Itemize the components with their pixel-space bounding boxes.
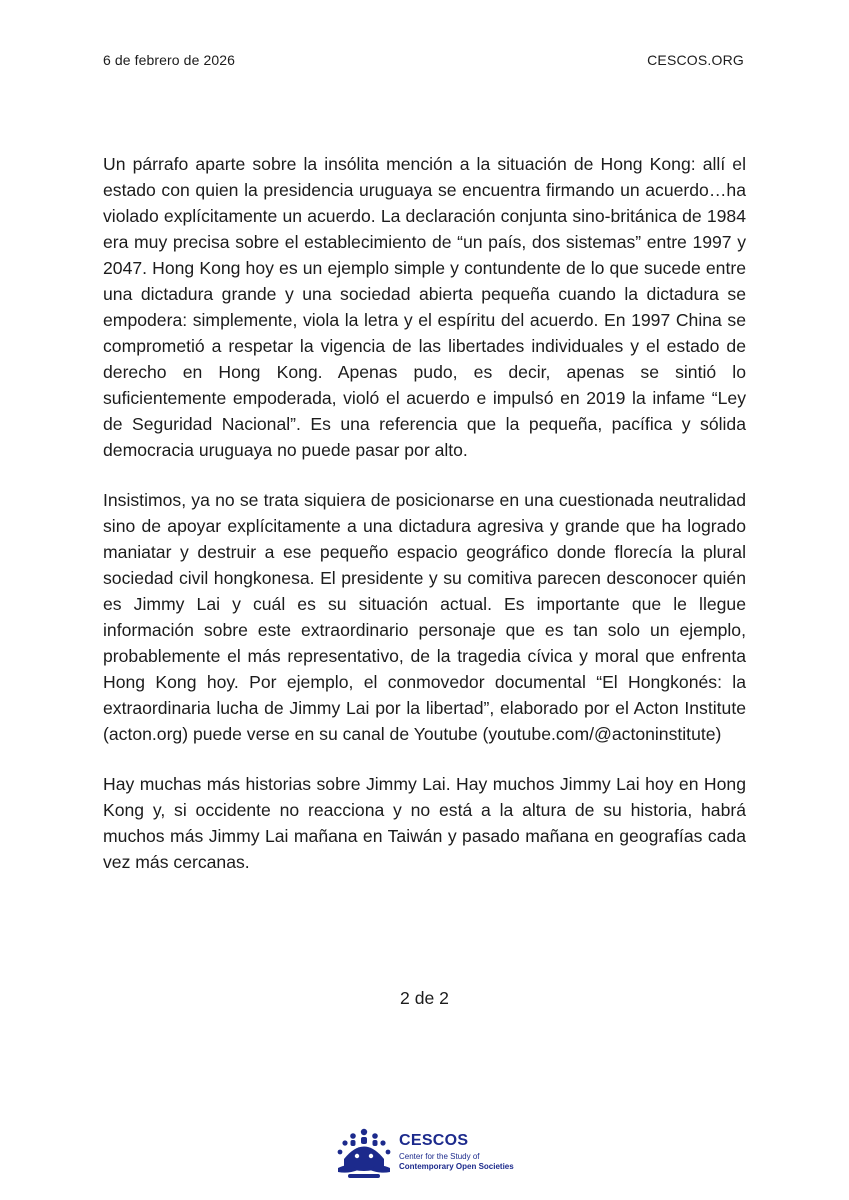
paragraph-conclusion: Hay muchas más historias sobre Jimmy Lai. Hay muchos Jimmy Lai hoy en Hong Kong y, si occidente no reacciona y no está a la altura de su historia, habrá muchos más Jimmy Lai mañana en Taiwán y pasado mañana en geografías cada vez más cercanas. (103, 774, 746, 872)
logo-title: CESCOS (399, 1132, 469, 1149)
paragraph-hong-kong: Un párrafo aparte sobre la insólita mención a la situación de Hong Kong: allí el estado con quien la presidencia uruguaya se encuentra firmando un acuerdo…ha violado explícitamente un acuerdo. La declaración conjunta sino-británica de 1984 era muy precisa sobre el establecimiento de “un país, dos sistemas” entre 1997 y 2047. Hong Kong hoy es un ejemplo simple y contundente de lo que sucede entre una dictadura grande y una sociedad abierta pequeña cuando la dictadura se empodera: simplemente, viola la letra y el espíritu del acuerdo. En 1997 China se comprometió a respetar la vigencia de las libertades individuales y el estado de derecho en Hong Kong. Apenas pudo, es decir, apenas se sintió lo suficientemente empoderada, violó el acuerdo e impulsó en 2019 la infame “Ley de Seguridad Nacional”. Es una referencia que la pequeña, pacífica y sólida democracia uruguaya no puede pasar por alto. (103, 154, 746, 460)
globe-people-icon (334, 1124, 394, 1184)
paragraph-jimmy-lai: Insistimos, ya no se trata siquiera de posicionarse en una cuestionada neutralidad sino de apoyar explícitamente a una dictadura agresiva y grande que ha logrado maniatar y destruir a ese pequeño espacio geográfico donde florecía la plural sociedad civil hongkonesa. El presidente y su comitiva parecen desconocer quién es Jimmy Lai y cuál es su situación actual. Es importante que le llegue información sobre este extraordinario personaje que es tan solo un ejemplo, probablemente el más representativo, de la tragedia cívica y moral que enfrenta Hong Kong hoy. Por ejemplo, el conmovedor documental “El Hongkonés: la extraordinaria lucha de Jimmy Lai por la libertad”, elaborado por el Acton Institute (acton.org) puede verse en su canal de Youtube (youtube.com/@actoninstitute) (103, 490, 746, 744)
document-date: 6 de febrero de 2026 (103, 52, 235, 68)
page-number: 2 de 2 (400, 988, 449, 1008)
logo-subtitle-line1: Center for the Study of (399, 1152, 480, 1161)
logo-subtitle-line2: Contemporary Open Societies (399, 1162, 514, 1171)
site-name: CESCOS.ORG (647, 52, 744, 68)
document-body (103, 151, 746, 899)
cescos-logo (334, 1124, 534, 1184)
